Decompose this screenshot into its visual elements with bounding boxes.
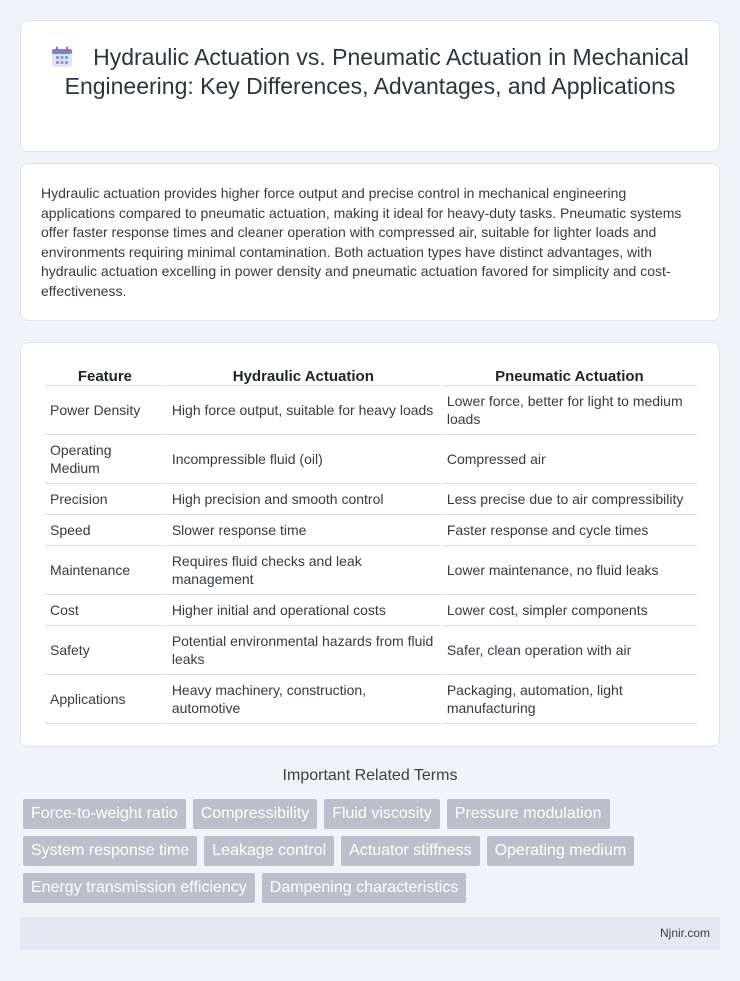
feature-cell: Applications	[45, 675, 165, 724]
pneumatic-cell: Less precise due to air compressibility	[442, 484, 697, 515]
feature-cell: Precision	[45, 484, 165, 515]
page-title	[51, 43, 689, 101]
comparison-card	[20, 342, 720, 747]
header-hydraulic: Hydraulic Actuation	[167, 361, 440, 386]
feature-cell: Safety	[45, 626, 165, 675]
table-row	[45, 435, 697, 484]
table-row	[45, 546, 697, 595]
summary-card	[20, 163, 720, 321]
table-row	[45, 515, 697, 546]
tag-row	[23, 873, 723, 903]
summary-text: Hydraulic actuation provides higher force output and precise control in mechanical engineering applications compared to pneumatic actuation, making it ideal for heavy-duty tasks. Pneumatic systems offer faster response times and cleaner operation with compressed air, suitable for lighter loads and environments requiring minimal contamination. Both actuation types have distinct advantages, with hydraulic actuation excelling in power density and pneumatic actuation favored for simplicity and cost-effectiveness.	[41, 185, 682, 299]
tag[interactable]: Compressibility	[193, 799, 317, 829]
tag[interactable]: Pressure modulation	[447, 799, 610, 829]
tag[interactable]: Fluid viscosity	[324, 799, 440, 829]
table-row	[45, 484, 697, 515]
tag[interactable]: Operating medium	[487, 836, 635, 866]
header-feature: Feature	[45, 361, 165, 386]
tag[interactable]: Force-to-weight ratio	[23, 799, 186, 829]
feature-cell: Speed	[45, 515, 165, 546]
hydraulic-cell: High force output, suitable for heavy loads	[167, 386, 440, 435]
hydraulic-cell: Slower response time	[167, 515, 440, 546]
hydraulic-cell: Heavy machinery, construction, automotive	[167, 675, 440, 724]
tag[interactable]: Actuator stiffness	[341, 836, 479, 866]
feature-cell: Cost	[45, 595, 165, 626]
pneumatic-cell: Lower maintenance, no fluid leaks	[442, 546, 697, 595]
comparison-table	[43, 361, 699, 724]
table-row	[45, 386, 697, 435]
related-terms-tags	[23, 799, 723, 910]
page-title-text: Hydraulic Actuation vs. Pneumatic Actuation in Mechanical Engineering: Key Differences, Advantages, and Applications	[64, 44, 689, 99]
pneumatic-cell: Lower force, better for light to medium loads	[442, 386, 697, 435]
hydraulic-cell: Requires fluid checks and leak management	[167, 546, 440, 595]
related-terms-title: Important Related Terms	[282, 767, 458, 784]
tag-row	[23, 799, 723, 829]
hydraulic-cell: Incompressible fluid (oil)	[167, 435, 440, 484]
pneumatic-cell: Safer, clean operation with air	[442, 626, 697, 675]
feature-cell: Power Density	[45, 386, 165, 435]
pneumatic-cell: Compressed air	[442, 435, 697, 484]
table-header-row	[45, 361, 697, 386]
pneumatic-cell: Lower cost, simpler components	[442, 595, 697, 626]
tag[interactable]: Leakage control	[204, 836, 334, 866]
footer-site-link[interactable]: Njnir.com	[659, 926, 710, 940]
hydraulic-cell: Higher initial and operational costs	[167, 595, 440, 626]
tag-row	[23, 836, 723, 866]
feature-cell: Maintenance	[45, 546, 165, 595]
table-row	[45, 626, 697, 675]
feature-cell: Operating Medium	[45, 435, 165, 484]
tag[interactable]: System response time	[23, 836, 197, 866]
tag[interactable]: Energy transmission efficiency	[23, 873, 255, 903]
title-card	[20, 20, 720, 152]
hydraulic-cell: High precision and smooth control	[167, 484, 440, 515]
hydraulic-cell: Potential environmental hazards from fluid leaks	[167, 626, 440, 675]
tag[interactable]: Dampening characteristics	[262, 873, 467, 903]
header-pneumatic: Pneumatic Actuation	[442, 361, 697, 386]
table-row	[45, 595, 697, 626]
footer	[20, 917, 720, 950]
pneumatic-cell: Packaging, automation, light manufacturing	[442, 675, 697, 724]
pneumatic-cell: Faster response and cycle times	[442, 515, 697, 546]
table-row	[45, 675, 697, 724]
calendar-icon	[51, 46, 73, 68]
